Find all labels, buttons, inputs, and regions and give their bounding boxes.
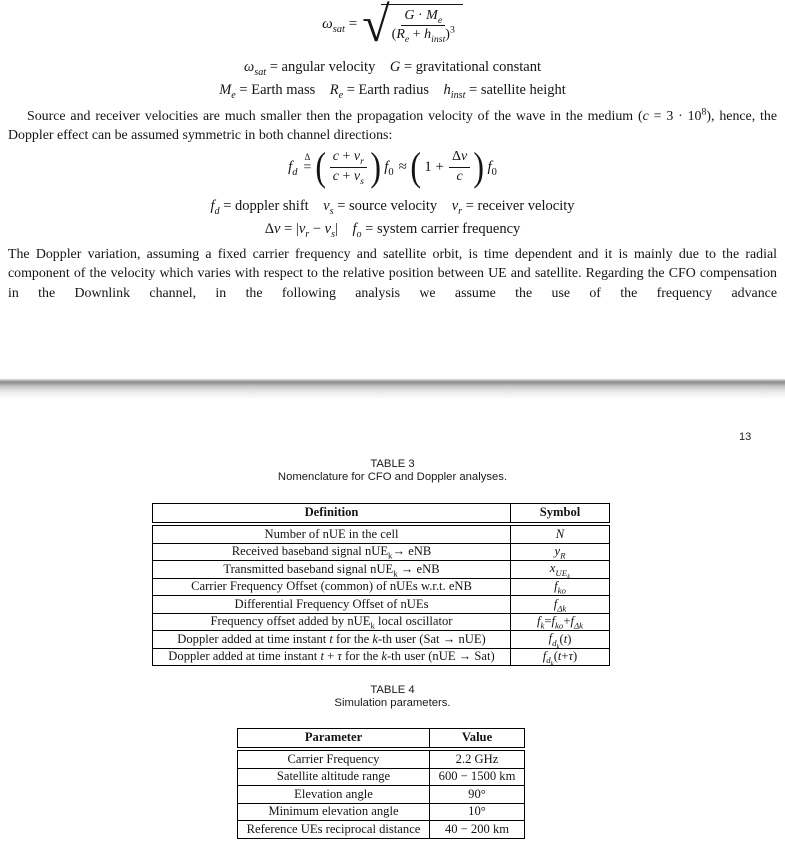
cell-definition: Number of nUE in the cell xyxy=(264,526,399,541)
column-header-value: Value xyxy=(429,729,524,747)
definition-line-3: $f_d$ = doppler shift $v_s$ = source velocity $v_r$ = receiver velocity xyxy=(210,198,575,217)
carrier-frequency-term: $f_0$ xyxy=(487,158,497,178)
table-simulation-parameters xyxy=(237,728,525,839)
table-nomenclature xyxy=(152,503,610,666)
column-header-parameter: Parameter xyxy=(304,730,363,745)
cell-definition: Carrier Frequency Offset (common) of nUEs w.r.t. eNB xyxy=(191,579,472,594)
table-body xyxy=(152,525,610,666)
cell-definition: Transmitted baseband signal nUE$_k$ → eNB xyxy=(223,561,440,577)
cell-parameter: Reference UEs reciprocal distance xyxy=(246,821,421,836)
page-number: 13 xyxy=(739,431,752,443)
definition-line-2: $M_e$ = Earth mass $R_e$ = Earth radius $h_{inst}$ = satellite height xyxy=(219,82,566,101)
table-row xyxy=(153,526,609,543)
table-row xyxy=(153,560,609,578)
definition-line-1: $\omega_{sat}$ = angular velocity G = gravitational constant xyxy=(244,59,541,78)
table-row xyxy=(153,630,609,648)
cell-value: 40 − 200 km xyxy=(429,821,524,838)
cell-definition: Received baseband signal nUE$_k$→ eNB xyxy=(231,544,432,560)
equation-lhs: $f_d$ xyxy=(288,158,298,178)
table-row xyxy=(238,820,524,838)
cell-parameter: Elevation angle xyxy=(294,786,373,801)
close-paren: ) xyxy=(370,144,381,189)
delta-equals-symbol: Δ = xyxy=(303,152,312,175)
fraction xyxy=(330,149,367,187)
fraction-denominator: c xyxy=(456,168,463,184)
fraction xyxy=(449,149,470,184)
table-3-label: TABLE 3 xyxy=(370,458,415,470)
cell-symbol: $f_{ko}$ xyxy=(510,579,609,596)
paragraph-source-receiver: Source and receiver velocities are much smaller then the propagation velocity of the wave in the medium $(c = 3 \cdot 10^8)$, hence, the Doppler effect can be assumed symmetric in both channel directions: xyxy=(8,106,778,144)
cell-symbol: $f_{d_k}$ ( t ) xyxy=(510,631,609,648)
table-row xyxy=(153,613,609,631)
cell-symbol: $x_{UE_k}$ xyxy=(510,561,609,578)
radical-icon: √ xyxy=(362,0,390,52)
column-header-symbol: Symbol xyxy=(510,504,609,522)
cell-value: 90° xyxy=(429,786,524,803)
equation-angular-velocity xyxy=(0,0,785,52)
paragraph-doppler-variation: The Doppler variation, assuming a fixed carrier frequency and satellite orbit, is time dependent and it is mainly due to the radial component of the velocity which varies with respect to the relative position between UE and satellite. Regarding the CFO compensation in the Downlink channel, in the following analysis we assume the use of the frequency advance xyxy=(8,247,777,301)
fraction-numerator: $c + v_r$ xyxy=(330,149,367,167)
page-break-shadow xyxy=(0,379,785,399)
open-paren: ( xyxy=(315,144,327,189)
cell-symbol: $f_{d_k}$ ( t + τ ) xyxy=(510,649,609,666)
table-4-caption xyxy=(0,684,785,710)
square-root xyxy=(362,0,463,52)
table-header-row xyxy=(152,503,610,523)
cell-definition: Frequency offset added by nUE$_k$ local oscillator xyxy=(210,614,453,630)
table-row xyxy=(238,768,524,786)
fraction-numerator: $G \cdot M_e$ xyxy=(401,8,445,26)
cell-parameter: Carrier Frequency xyxy=(287,751,380,766)
equation-lhs: $\omega_{sat}$ = xyxy=(322,15,358,35)
cell-symbol: $y_R$ xyxy=(510,544,609,561)
cell-symbol: $f_k$ = $f_{ko}$ + $f_{\Delta k}$ xyxy=(510,614,609,631)
approx-symbol: ≈ xyxy=(398,158,407,175)
table-3-caption xyxy=(0,458,785,484)
cell-symbol: N xyxy=(510,526,609,543)
definition-line-4: $\Delta v = |v_r - v_s|$ $f_o$ = system carrier frequency xyxy=(264,221,521,240)
table-row xyxy=(238,751,524,768)
cell-symbol: $f_{\Delta k}$ xyxy=(510,596,609,613)
fraction-numerator: Δv xyxy=(449,149,470,167)
column-header-definition: Definition xyxy=(304,505,359,520)
cell-value: 2.2 GHz xyxy=(429,751,524,768)
table-4-title: Simulation parameters. xyxy=(334,697,451,709)
fraction xyxy=(392,8,455,43)
table-3-title: Nomenclature for CFO and Doppler analyses. xyxy=(277,471,508,483)
one-plus-term: 1 + xyxy=(424,158,444,175)
table-header-row xyxy=(237,728,525,748)
cell-parameter: Minimum elevation angle xyxy=(268,804,399,819)
table-body xyxy=(237,750,525,839)
cell-definition: Doppler added at time instant t + τ for the k-th user (nUE → Sat) xyxy=(168,649,495,664)
table-row xyxy=(153,578,609,596)
fraction-denominator: $(R_e + h_{inst})^3$ xyxy=(391,24,455,45)
cell-value: 600 − 1500 km xyxy=(429,769,524,786)
fraction-denominator: $c + v_s$ xyxy=(332,168,364,187)
table-row xyxy=(238,785,524,803)
cell-definition: Differential Frequency Offset of nUEs xyxy=(234,596,429,611)
cell-parameter: Satellite altitude range xyxy=(276,769,391,784)
open-paren: ( xyxy=(410,144,421,189)
table-row xyxy=(153,543,609,561)
close-paren: ) xyxy=(473,144,485,189)
table-row xyxy=(238,803,524,821)
cell-value: 10° xyxy=(429,804,524,821)
table-row xyxy=(153,595,609,613)
cell-definition: Doppler added at time instant t for the k-th user (Sat → nUE) xyxy=(177,631,486,646)
carrier-frequency-term: $f_0$ xyxy=(384,158,394,178)
table-row xyxy=(153,648,609,666)
table-4-label: TABLE 4 xyxy=(370,684,415,696)
equation-doppler-shift xyxy=(0,144,785,189)
